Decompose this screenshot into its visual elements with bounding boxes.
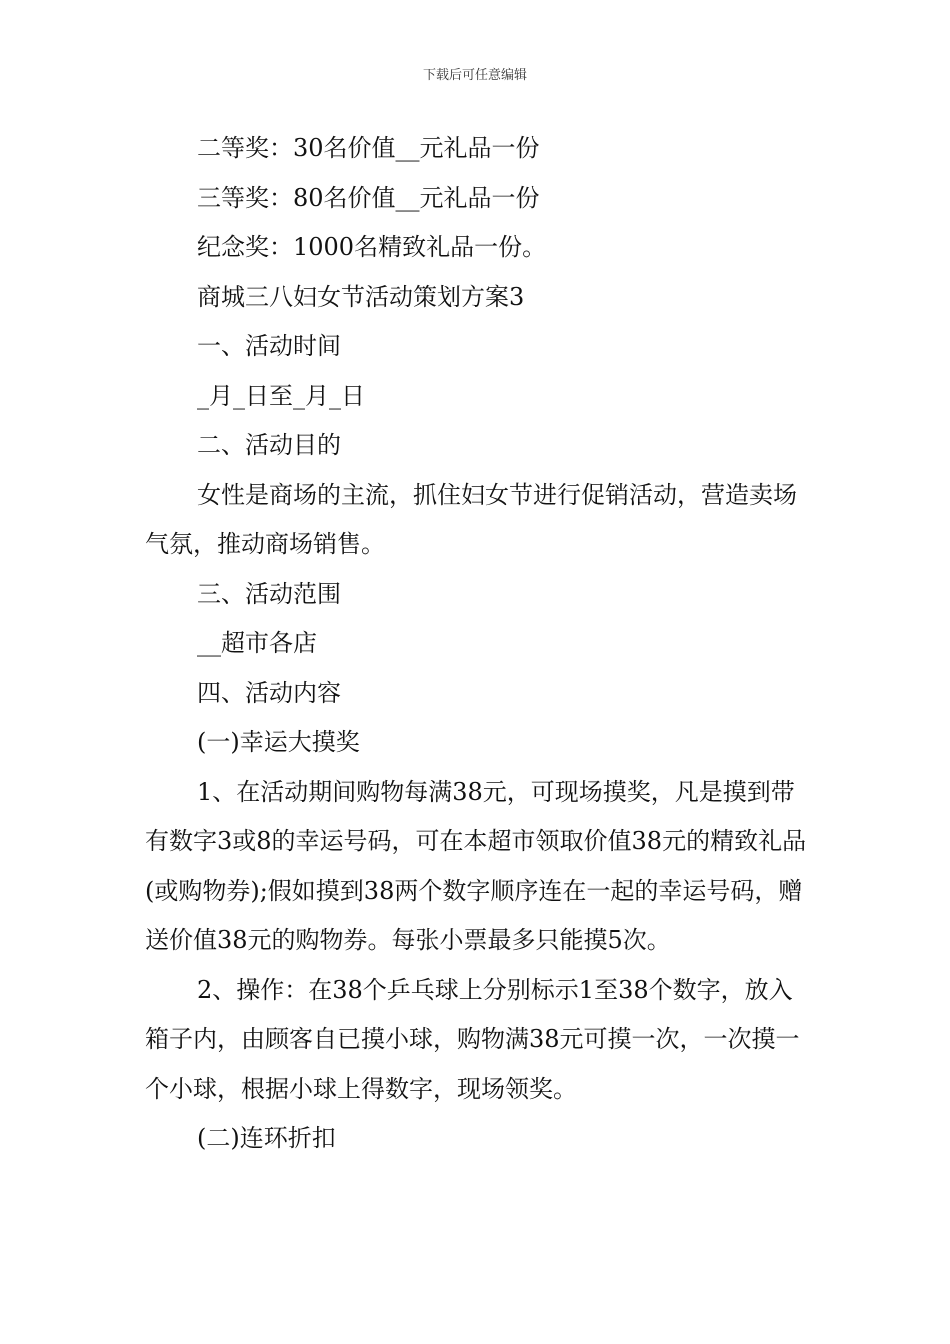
paragraph-date-range: _月_日至_月_日 bbox=[197, 381, 365, 410]
section-heading-time: 一、活动时间 bbox=[197, 332, 341, 360]
document-body bbox=[145, 124, 809, 1164]
subsection-heading-chain-discount: (二)连环折扣 bbox=[197, 1124, 336, 1152]
paragraph-purpose: 女性是商场的主流，抓住妇女节进行促销活动，营造卖场气氛，推动商场销售。 bbox=[145, 480, 797, 558]
paragraph-stores: __超市各店 bbox=[197, 629, 317, 657]
paragraph-second-prize: 二等奖：30名价值__元礼品一份 bbox=[197, 134, 540, 162]
section-heading-purpose: 二、活动目的 bbox=[197, 431, 341, 459]
paragraph-lucky-draw-operation: 2、操作：在38个乒乓球上分别标示1至38个数字，放入箱子内，由顾客自已摸小球，购物满38元可摸一次，一次摸一个小球，根据小球上得数字，现场领奖。 bbox=[145, 975, 800, 1103]
paragraph-third-prize: 三等奖：80名价值__元礼品一份 bbox=[197, 183, 540, 212]
section-heading-scope: 三、活动范围 bbox=[197, 579, 341, 608]
paragraph-lucky-draw-rules: 1、在活动期间购物每满38元，可现场摸奖，凡是摸到带有数字3或8的幸运号码，可在本超市领取价值38元的精致礼品(或购物券);假如摸到38两个数字顺序连在一起的幸运号码，赠送价值38元的购物券。每张小票最多只能摸5次。 bbox=[145, 777, 807, 954]
paragraph-plan-title: 商城三八妇女节活动策划方案3 bbox=[197, 282, 525, 311]
paragraph-souvenir-prize: 纪念奖：1000名精致礼品一份。 bbox=[197, 233, 547, 261]
section-heading-content: 四、活动内容 bbox=[197, 678, 341, 707]
page-header-note: 下载后可任意编辑 bbox=[422, 68, 527, 83]
subsection-heading-lucky-draw: (一)幸运大摸奖 bbox=[197, 728, 360, 756]
